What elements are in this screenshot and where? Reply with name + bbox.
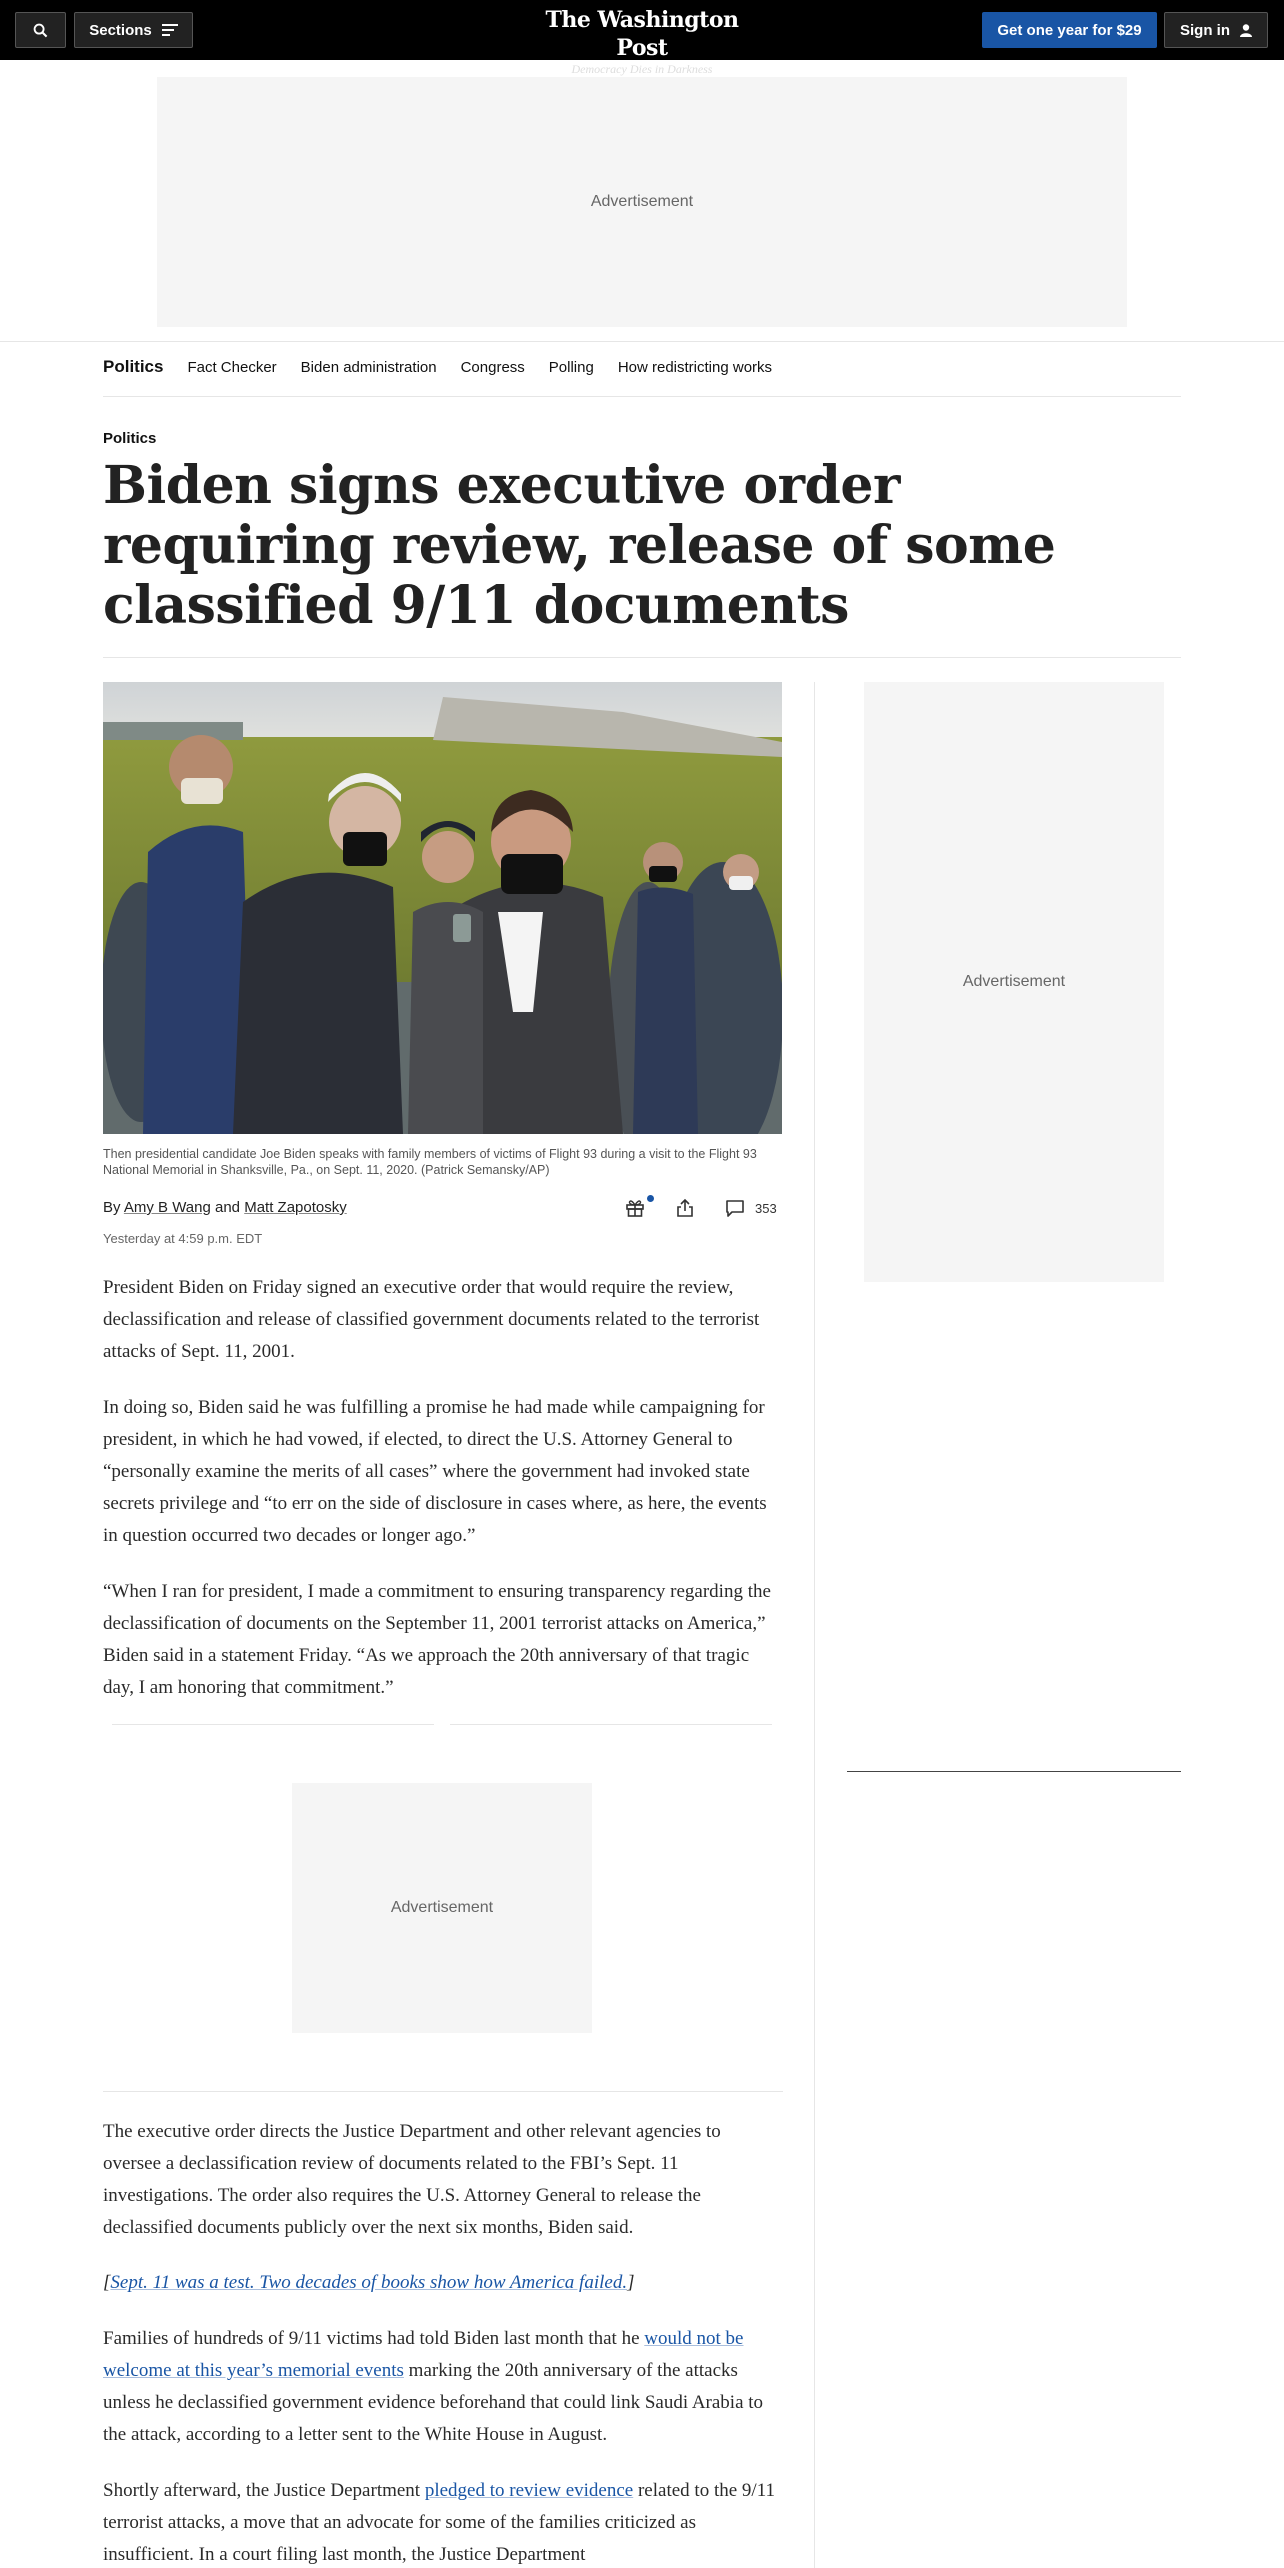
subscribe-button[interactable] [982,12,1157,48]
article-paragraph: In doing so, Biden said he was fulfilling a promise he had made while campaigning for president, in which he had vowed, if elected, to direct the U.S. Attorney General to “personally examine the merits of all cases” where the government had invoked state secrets privilege and “to err on the side of disclosure in cases where, as here, the events in question occurred two decades or longer ago.” [103,1397,767,1546]
comment-icon [725,1198,745,1218]
article-paragraph: President Biden on Friday signed an executive order that would require the review, declassification and release of classified government documents related to the terrorist attacks of Sept. 11, 2001. [103,1277,760,1362]
review-evidence-link[interactable]: pledged to review evidence [424,2480,634,2501]
memorial-events-link[interactable]: would not be welcome at this year’s memorial events [103,2328,744,2381]
lead-photo-image [103,682,782,1134]
search-button[interactable] [15,12,66,48]
search-icon [33,23,48,38]
divider [103,657,1181,658]
sections-button[interactable] [74,12,193,48]
related-article-link[interactable]: Sept. 11 was a test. Two decades of books show how America failed. [110,2272,628,2293]
divider [103,396,1181,397]
divider [450,1724,772,1725]
related-bracket: [ [103,2272,111,2293]
author-link-matt-zapotosky[interactable]: Matt Zapotosky [244,1199,347,1216]
sign-in-label: Sign in [1180,21,1230,39]
author-link-amy-b-wang[interactable]: Amy B Wang [123,1199,211,1216]
section-nav-congress[interactable]: Congress [460,358,525,376]
divider [112,1724,434,1725]
byline [103,1199,347,1216]
share-button[interactable] [675,1198,695,1218]
comment-count: 353 [755,1200,777,1216]
logo-wordmark: The Washington Post [545,7,739,61]
byline-prefix: By [103,1199,121,1216]
sign-in-button[interactable] [1164,12,1268,48]
related-bracket: ] [627,2272,635,2293]
ad-label: Advertisement [390,1899,494,1916]
menu-icon [162,24,178,36]
gift-icon [625,1198,645,1218]
article-paragraph [103,2475,783,2568]
article-paragraph: “When I ran for president, I made a commitment to ensuring transparency regarding the declassification of documents on the September 11, 2001 terrorist attacks on America,” Biden said in a statement Friday. “As we approach the 20th anniversary of that tragic day, I am honoring that commitment.” [103,1581,771,1698]
subscribe-label: Get one year for $29 [997,21,1142,39]
section-nav-biden-administration[interactable]: Biden administration [300,358,437,376]
divider [0,341,1284,342]
site-logo[interactable] [542,6,742,76]
top-advertisement[interactable] [157,77,1127,327]
section-nav-redistricting[interactable]: How redistricting works [617,358,773,376]
section-nav [103,357,772,377]
section-nav-polling[interactable]: Polling [548,358,594,376]
paragraph-text: related to the 9/11 terrorist attacks, a move that an advocate for some of the families criticized as insufficient. In a court filing last month, the Justice Department [103,2480,775,2565]
rail-divider [847,1771,1181,1772]
paragraph-text: marking the 20th anniversary of the attacks unless he declassified government evidence beforehand that could link Saudi Arabia to the attack, according to a letter sent to the White House in August. [103,2360,764,2445]
right-rail-advertisement[interactable] [864,682,1164,1282]
section-nav-politics[interactable]: Politics [103,357,164,376]
gift-article-button[interactable] [625,1198,645,1218]
top-bar [0,0,1284,76]
ad-label: Advertisement [962,973,1066,990]
related-article [103,2267,783,2299]
divider [103,2091,783,2092]
section-nav-fact-checker[interactable]: Fact Checker [187,358,277,376]
byline-and: and [215,1199,241,1216]
lead-photo[interactable] [103,682,782,1134]
notification-dot [647,1195,654,1202]
inline-advertisement[interactable] [292,1783,592,2033]
user-icon [1240,24,1252,37]
article-paragraph [103,2323,783,2451]
column-divider [814,682,815,2568]
paragraph-text: Families of hundreds of 9/11 victims had told Biden last month that he [103,2328,645,2349]
ad-label: Advertisement [590,193,694,210]
article-paragraph: The executive order directs the Justice Department and other relevant agencies to oversee a declassification review of documents related to the FBI’s Sept. 11 investigations. The order also requires the U.S. Attorney General to release the declassified documents publicly over the next six months, Biden said. [103,2121,721,2238]
paragraph-text: Shortly afterward, the Justice Department [103,2480,425,2501]
share-icon [675,1198,695,1218]
sections-label: Sections [89,21,152,39]
logo-tagline: Democracy Dies in Darkness [571,62,713,76]
publish-timestamp: Yesterday at 4:59 p.m. EDT [103,1231,263,1246]
article-kicker[interactable]: Politics [103,430,157,447]
article-tools [625,1198,777,1218]
comments-button[interactable] [725,1198,777,1218]
article-headline: Biden signs executive order requiring review, release of some classified 9/11 documents [103,455,1056,636]
photo-caption: Then presidential candidate Joe Biden speaks with family members of victims of Flight 93 during a visit to the Flight 93 National Memorial in Shanksville, Pa., on Sept. 11, 2020. (Patrick Semansky/AP) [103,1147,757,1177]
